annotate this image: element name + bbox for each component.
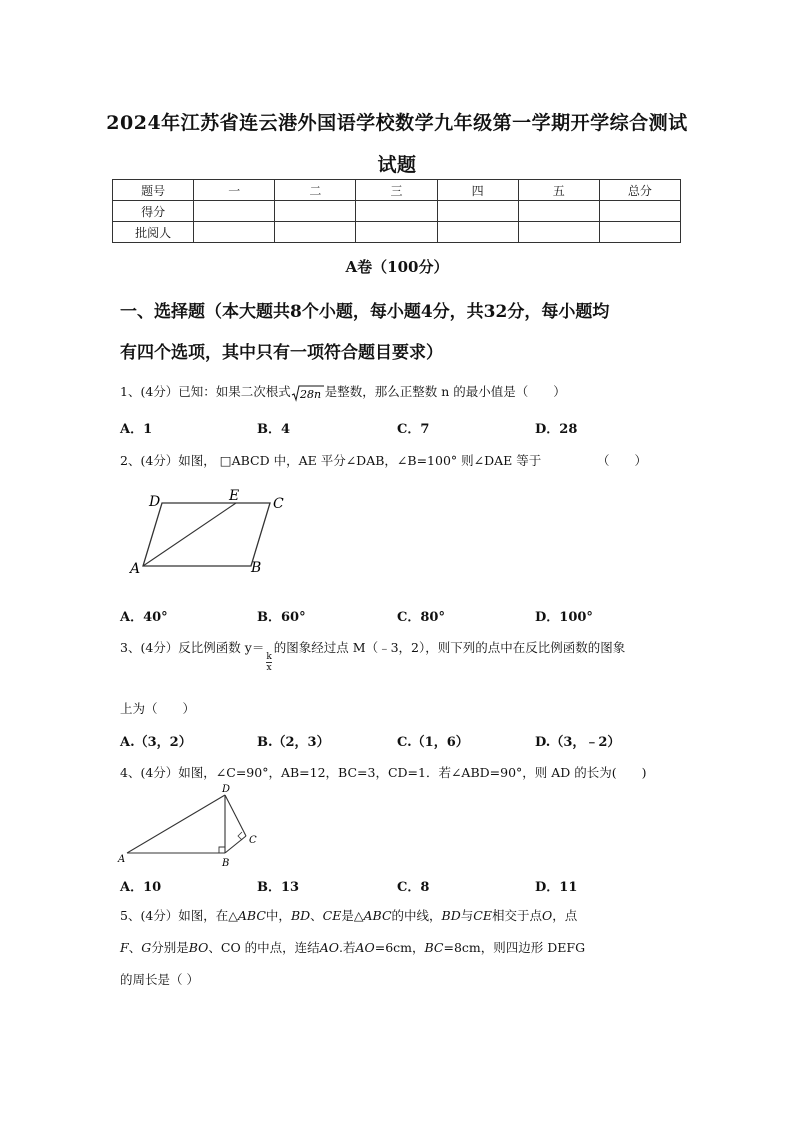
- label-c: C: [273, 496, 284, 512]
- segment-ae: [143, 503, 236, 566]
- math-var: BC: [424, 940, 444, 955]
- fraction-k-over-x: [266, 652, 271, 673]
- math-var: BO: [188, 940, 209, 955]
- segment-ad: [127, 795, 225, 853]
- label-c: C: [249, 835, 257, 846]
- label-d: D: [222, 784, 231, 795]
- table-cell: [518, 222, 599, 243]
- score-table-header-row: [113, 180, 681, 201]
- math-var: CE: [473, 908, 492, 923]
- question-2: 2、(4分）如图， □ABCD 中，AE 平分∠DAB，∠B=100° 则∠DAE 等于: [120, 453, 542, 468]
- table-cell: 三: [356, 180, 437, 201]
- question-3: [120, 638, 626, 673]
- label-a: A: [118, 854, 126, 865]
- triangle-figure: [115, 780, 275, 870]
- table-cell: [599, 201, 680, 222]
- option-a: A．10: [120, 880, 162, 895]
- math-var: BD: [290, 908, 311, 923]
- page-title: 2024年江苏省连云港外国语学校数学九年级第一学期开学综合测试: [106, 112, 688, 134]
- label-b: B: [222, 858, 230, 869]
- label-e: E: [229, 488, 240, 504]
- table-cell: [194, 222, 275, 243]
- option-d: D．28: [535, 422, 578, 437]
- table-cell: 题号: [113, 180, 194, 201]
- score-table-row: [113, 222, 681, 243]
- volume-heading: A卷（100分）: [345, 258, 449, 276]
- page-title-continued: 试题: [377, 154, 417, 176]
- option-d: D．11: [535, 880, 578, 895]
- label-d: D: [149, 494, 161, 510]
- table-cell: 二: [275, 180, 356, 201]
- math-var: ABC: [237, 908, 266, 923]
- score-table-row: [113, 201, 681, 222]
- table-cell: 批阅人: [113, 222, 194, 243]
- label-a: A: [130, 561, 141, 577]
- option-a: A．1: [120, 422, 153, 437]
- answer-bracket: （ ）: [597, 453, 648, 468]
- option-c: C．80°: [397, 610, 445, 625]
- question-text: 是整数，那么正整数 n 的最小值是（ ）: [324, 384, 566, 399]
- right-angle-mark: [238, 832, 242, 840]
- table-cell: [437, 222, 518, 243]
- question-text: 、: [128, 940, 142, 955]
- question-text: =6cm，: [374, 940, 425, 955]
- table-cell: 五: [518, 180, 599, 201]
- option-b: B.（2，3）: [257, 735, 330, 750]
- option-d: D.（3，﹣2）: [535, 735, 621, 750]
- math-var: G: [141, 940, 152, 955]
- question-text: 与: [460, 908, 474, 923]
- question-text: 3、(4分）反比例函数 y＝: [120, 640, 265, 655]
- question-text: 、: [310, 908, 323, 923]
- option-d: D．100°: [535, 610, 593, 625]
- option-c: C．8: [397, 880, 430, 895]
- math-var: BD: [441, 908, 461, 923]
- option-b: B．60°: [257, 610, 306, 625]
- section-heading: 一、选择题（本大题共8个小题，每小题4分，共32分，每小题均: [120, 302, 610, 322]
- question-text: ，点: [552, 908, 578, 923]
- table-cell: [275, 201, 356, 222]
- parallelogram-figure: [125, 485, 295, 577]
- math-var: ABC: [363, 908, 392, 923]
- question-4: 4、(4分）如图，∠C=90°，AB=12，BC=3，CD=1．若∠ABD=90°，则 AD 的长为( ): [120, 765, 647, 780]
- table-cell: 一: [194, 180, 275, 201]
- math-var: AO: [355, 940, 375, 955]
- option-a: A.（3，2）: [120, 735, 192, 750]
- option-b: B．13: [257, 880, 300, 895]
- segment-bc: [225, 836, 246, 853]
- table-cell: 四: [437, 180, 518, 201]
- math-var: AO: [319, 940, 339, 955]
- question-text: 5、(4分）如图，在△: [120, 908, 238, 923]
- section-heading-continued: 有四个选项，其中只有一项符合题目要求）: [120, 343, 443, 363]
- math-var: CE: [322, 908, 342, 923]
- radicand: 28n: [299, 387, 321, 401]
- option-c: C．7: [397, 422, 430, 437]
- table-cell: [356, 201, 437, 222]
- question-text: 相交于点: [491, 908, 542, 923]
- math-var: F: [120, 940, 129, 955]
- table-cell: [437, 201, 518, 222]
- label-b: B: [251, 560, 262, 576]
- parallelogram-abcd: [143, 503, 270, 566]
- question-5-continued: [120, 938, 585, 956]
- option-a: A．40°: [120, 610, 168, 625]
- table-cell: [599, 222, 680, 243]
- question-5-continued: 的周长是（ ）: [120, 972, 199, 987]
- math-var: O: [541, 908, 553, 923]
- question-5: [120, 906, 577, 924]
- question-text: 、CO 的中点，连结: [208, 940, 320, 955]
- question-text: 中，: [265, 908, 291, 923]
- segment-dc: [225, 795, 246, 836]
- table-cell: 得分: [113, 201, 194, 222]
- sqrt-expression: [291, 384, 325, 402]
- table-cell: 总分: [599, 180, 680, 201]
- question-3-continued: 上为（ ）: [120, 701, 196, 716]
- fraction-denominator: x: [266, 663, 272, 673]
- question-text: 的图象经过点 M（﹣3，2），则下列的点中在反比例函数的图象: [273, 640, 626, 655]
- option-b: B．4: [257, 422, 291, 437]
- question-1: [120, 382, 566, 402]
- score-table: [112, 179, 681, 243]
- table-cell: [275, 222, 356, 243]
- table-cell: [194, 201, 275, 222]
- fraction-numerator: k: [266, 652, 272, 662]
- option-c: C.（1，6）: [397, 735, 469, 750]
- question-text: =8cm，则四边形 DEFG: [443, 940, 586, 955]
- question-text: .若: [338, 940, 356, 955]
- table-cell: [356, 222, 437, 243]
- question-text: 是△: [341, 908, 364, 923]
- question-text: 的中线，: [391, 908, 442, 923]
- right-angle-mark: [219, 847, 225, 853]
- question-text: 1、(4分）已知：如果二次根式: [120, 384, 291, 399]
- question-text: 分别是: [151, 940, 189, 955]
- table-cell: [518, 201, 599, 222]
